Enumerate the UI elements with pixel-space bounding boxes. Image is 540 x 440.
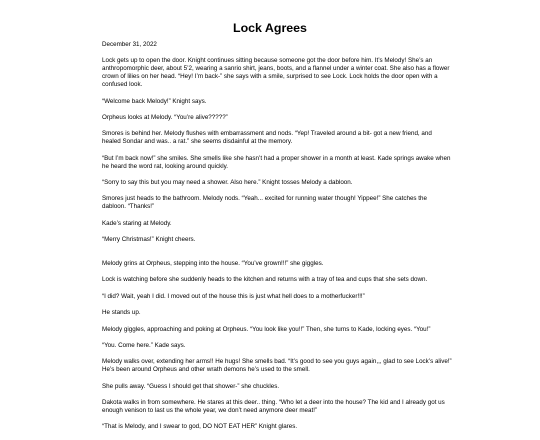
paragraph: “You. Come here.” Kade says. xyxy=(102,342,186,350)
paragraph: “That is Melody, and I swear to god, DO NOT EAT HER” Knight glares. xyxy=(102,423,298,431)
paragraph: Smores is behind her. Melody flushes with embarrassment and nods. “Yep! Traveled around a bit- got a new friend, and healed Sondar and was.. a rat.” she seems disdainful at the memory. xyxy=(102,130,432,146)
paragraph: Melody walks over, extending her arms!! He hugs! She smells bad. “It’s good to see you guys again,,, glad to see Lock’s alive!” He’s been around Orpheus and other wrath demons he’s used to the smell. xyxy=(102,358,452,374)
paragraph: Melody grins at Orpheus, stepping into the house. “You’ve grown!!!” she giggles. xyxy=(102,260,324,267)
paragraph: “Merry Christmas!” Knight cheers. xyxy=(102,236,196,244)
paragraph: “Welcome back Melody!” Knight says. xyxy=(102,97,207,105)
paragraph: Smores just heads to the bathroom. Melody nods. “Yeah... excited for running water though! Yippee!” She catches the dabloon. “Thanks!” xyxy=(102,195,427,211)
paragraph: “Sorry to say this but you may need a shower. Also here.” Knight tosses Melody a dabloon. xyxy=(102,178,353,186)
paragraph: “I did? Wait, yeah I did. I moved out of the house this is just what hell does to a motherfucker!!!” xyxy=(102,292,365,300)
paragraph: She pulls away. “Guess I should get that shower-” she chuckles. xyxy=(102,382,280,390)
paragraph: He stands up. xyxy=(102,309,141,317)
paragraph: Dakota walks in from somewhere. He stares at this deer.. thing. “Who let a deer into the house? The kid and I already got us enough venison to last us the whole year, we don’t need anymore deer meat!” xyxy=(102,399,445,415)
document-title: Lock Agrees xyxy=(233,21,307,35)
paragraph: Lock is watching before she suddenly heads to the kitchen and returns with a tray of tea and cups that she sets down. xyxy=(102,276,428,284)
paragraph: Kade’s staring at Melody. xyxy=(102,219,172,227)
document-date: December 31, 2022 xyxy=(102,41,157,48)
paragraph: Orpheus looks at Melody. “You’re alive?????” xyxy=(102,113,228,121)
paragraph: Lock gets up to open the door. Knight continues sitting because someone got the door before him. It’s Melody! She’s an anthropomorphic deer, about 5’2, wearing a sanrio shirt, jeans, boots, and a flannel under a winter coat. She also has a flower crown of lilies on her head. “Hey! I’m back-” she says with a smile, surprised to see Lock. Lock holds the door open with a confused look. xyxy=(102,57,450,89)
paragraph: Melody giggles, approaching and poking at Orpheus. “You look like you!!” Then, she turns to Kade, locking eyes. “You!” xyxy=(102,325,431,333)
document-body xyxy=(102,41,452,440)
paragraph: “But I’m back now!” she smiles. She smells like she hasn’t had a proper shower in a month at least. Kade springs awake when he heard the word rat, looking around quickly. xyxy=(102,154,451,170)
